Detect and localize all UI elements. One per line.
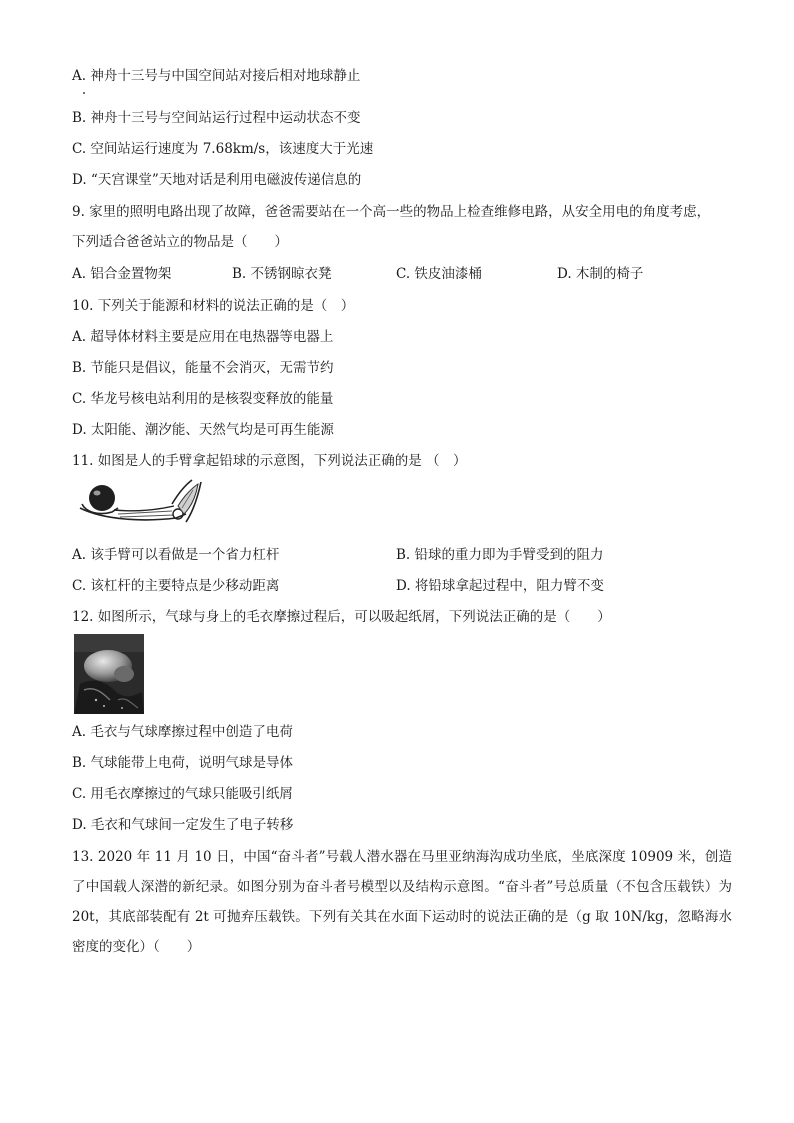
- q9-option-b: B. 不锈钢晾衣凳: [232, 266, 332, 282]
- q9-stem-line2: 下列适合爸爸站立的物品是（ ）: [72, 234, 288, 250]
- q8-option-b: B. 神舟十三号与空间站运行过程中运动状态不变: [72, 110, 361, 126]
- q13-stem: 13. 2020 年 11 月 10 日，中国“奋斗者”号载人潜水器在马里亚纳海沟成功坐底，坐底深度 10909 米，创造了中国载人深潜的新纪录。如图分别为奋斗者号模型以及结构示意图。“奋斗者”号总质量（不包含压载铁）为 20t，其底部装配有 2t 可抛弃压载铁。下列有关其在水面下运动时的说法正确的是（g 取 10N/kg，忽略海水密度的变化）（ ）: [72, 849, 732, 955]
- balloon-photo: [74, 634, 144, 718]
- q11-option-d: D. 将铅球拿起过程中，阻力臂不变: [396, 578, 604, 594]
- q9-option-d: D. 木制的椅子: [557, 266, 644, 282]
- q9-option-c: C. 铁皮油漆桶: [396, 266, 482, 282]
- q12-option-b: B. 气球能带上电荷，说明气球是导体: [72, 755, 294, 771]
- q12-option-d: D. 毛衣和气球间一定发生了电子转移: [72, 817, 294, 833]
- q8-option-d: D. “天宫课堂”天地对话是利用电磁波传递信息的: [72, 172, 362, 188]
- q12-option-a: A. 毛衣与气球摩擦过程中创造了电荷: [72, 724, 293, 740]
- q9-option-a: A. 铝合金置物架: [72, 266, 172, 282]
- q9-stem-line1: 9. 家里的照明电路出现了故障，爸爸需要站在一个高一些的物品上检查维修电路，从安全用电的角度考虑，: [72, 204, 711, 220]
- stray-mark: [83, 92, 85, 94]
- q11-option-c: C. 该杠杆的主要特点是少移动距离: [72, 578, 280, 594]
- q10-option-b: B. 节能只是倡议，能量不会消灭，无需节约: [72, 360, 334, 376]
- q12-stem: 12. 如图所示，气球与身上的毛衣摩擦过程后，可以吸起纸屑，下列说法正确的是（ ）: [72, 609, 611, 625]
- q11-option-b: B. 铅球的重力即为手臂受到的阻力: [396, 547, 604, 563]
- q12-option-c: C. 用毛衣摩擦过的气球只能吸引纸屑: [72, 786, 293, 802]
- q8-option-a: A. 神舟十三号与中国空间站对接后相对地球静止: [72, 68, 361, 84]
- arm-shot-put-figure: [74, 478, 204, 538]
- q10-option-c: C. 华龙号核电站利用的是核裂变释放的能量: [72, 391, 334, 407]
- q11-option-a: A. 该手臂可以看做是一个省力杠杆: [72, 547, 280, 563]
- q10-option-d: D. 太阳能、潮汐能、天然气均是可再生能源: [72, 422, 334, 438]
- q8-option-c: C. 空间站运行速度为 7.68km/s，该速度大于光速: [72, 141, 374, 157]
- q10-option-a: A. 超导体材料主要是应用在电热器等电器上: [72, 329, 334, 345]
- q11-stem: 11. 如图是人的手臂拿起铅球的示意图，下列说法正确的是 （ ）: [72, 453, 467, 469]
- q10-stem: 10. 下列关于能源和材料的说法正确的是（ ）: [72, 298, 355, 314]
